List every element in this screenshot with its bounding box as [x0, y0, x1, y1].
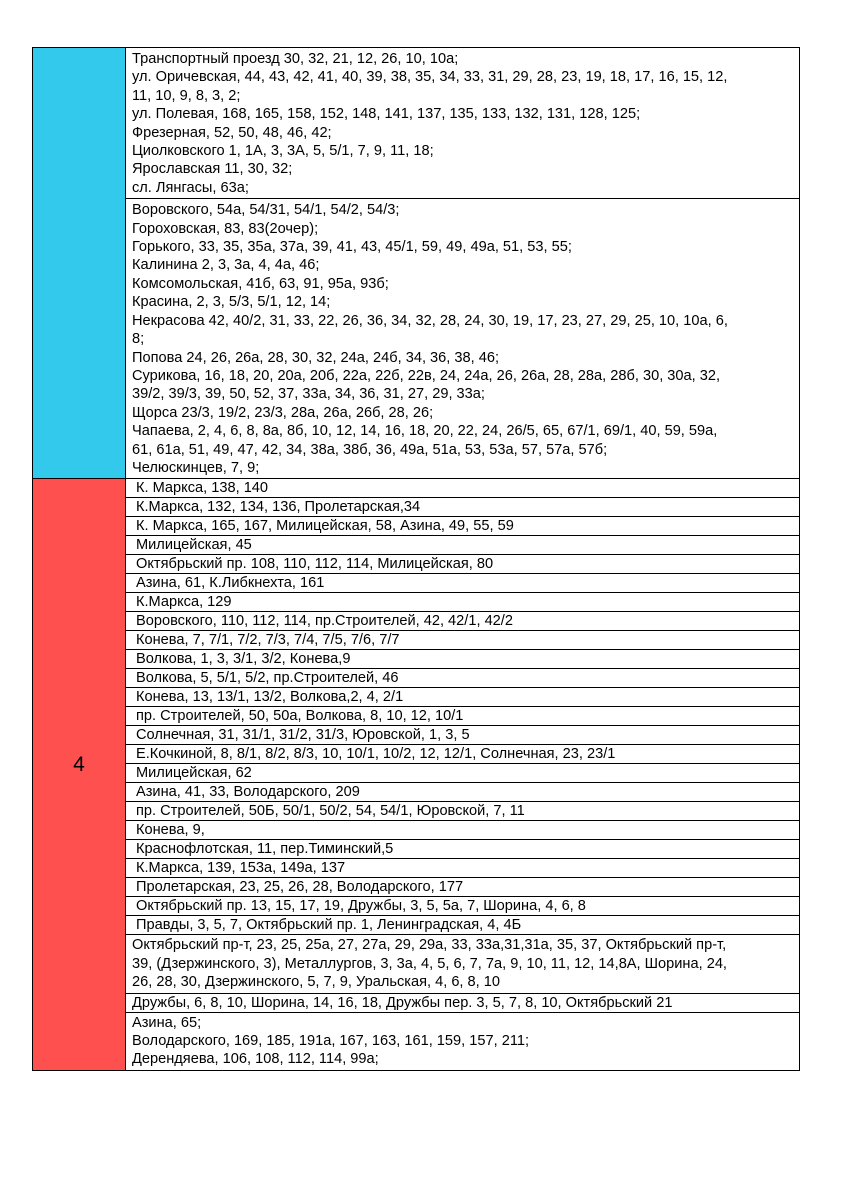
address-line: Калинина 2, 3, 3а, 4, 4а, 46;	[132, 257, 320, 274]
address-line: ул. Полевая, 168, 165, 158, 152, 148, 141, 137, 135, 133, 132, 131, 128, 125;	[132, 106, 641, 123]
table-row	[33, 479, 800, 498]
address-line: 11, 10, 9, 8, 3, 2;	[132, 87, 241, 104]
address-line: 8;	[132, 331, 145, 348]
group-number-cell	[33, 479, 126, 1070]
address-row: Пролетарская, 23, 25, 26, 28, Володарского, 177	[126, 878, 800, 897]
address-row: Конева, 9,	[126, 821, 800, 840]
table-row	[33, 1012, 800, 1070]
table-row	[33, 916, 800, 935]
address-row: К. Маркса, 138, 140	[126, 479, 800, 498]
address-row: К.Маркса, 139, 153а, 149а, 137	[126, 859, 800, 878]
address-line: Дерендяева, 106, 108, 112, 114, 99а;	[132, 1051, 379, 1068]
table-row	[33, 726, 800, 745]
address-row: пр. Строителей, 50, 50а, Волкова, 8, 10, 12, 10/1	[126, 707, 800, 726]
address-line: Сурикова, 16, 18, 20, 20а, 20б, 22а, 22б, 22в, 24, 24а, 26, 26а, 28, 28а, 28б, 30, 30а, 32,	[132, 367, 721, 384]
address-row: Дружбы, 6, 8, 10, Шорина, 14, 16, 18, Дружбы пер. 3, 5, 7, 8, 10, Октябрьский 21	[126, 993, 800, 1012]
address-line: сл. Лянгасы, 63а;	[132, 179, 249, 196]
upper-side-cell	[33, 48, 126, 479]
address-row: Октябрьский пр. 13, 15, 17, 19, Дружбы, 3, 5, 5а, 7, Шорина, 4, 6, 8	[126, 897, 800, 916]
address-line: Азина, 65;	[132, 1014, 202, 1031]
address-row: Воровского, 110, 112, 114, пр.Строителей, 42, 42/1, 42/2	[126, 612, 800, 631]
upper-group-2	[126, 199, 800, 479]
address-row: Конева, 7, 7/1, 7/2, 7/3, 7/4, 7/5, 7/6, 7/7	[126, 631, 800, 650]
table-row	[33, 745, 800, 764]
address-line: Красина, 2, 3, 5/3, 5/1, 12, 14;	[132, 294, 331, 311]
address-line: Комсомольская, 41б, 63, 91, 95а, 93б;	[132, 275, 389, 292]
address-line: Челюскинцев, 7, 9;	[132, 459, 260, 476]
table-row	[33, 631, 800, 650]
address-row: Азина, 41, 33, Володарского, 209	[126, 783, 800, 802]
table-row	[33, 650, 800, 669]
address-line: Некрасова 42, 40/2, 31, 33, 22, 26, 36, 34, 32, 28, 24, 30, 19, 17, 23, 27, 29, 25, 10, 10а, 6,	[132, 312, 728, 329]
address-line: Воровского, 54а, 54/31, 54/1, 54/2, 54/3;	[132, 202, 400, 219]
address-row: К.Маркса, 129	[126, 593, 800, 612]
table-row	[33, 802, 800, 821]
table-row	[33, 517, 800, 536]
upper-row-1	[33, 48, 800, 199]
address-row: Волкова, 1, 3, 3/1, 3/2, Конева,9	[126, 650, 800, 669]
address-line: Транспортный проезд 30, 32, 21, 12, 26, 10, 10а;	[132, 51, 459, 67]
table-row	[33, 669, 800, 688]
group-number: 4	[73, 752, 85, 776]
upper-row-2	[33, 199, 800, 479]
address-line: Фрезерная, 52, 50, 48, 46, 42;	[132, 124, 332, 141]
address-line: Щорса 23/3, 19/2, 23/3, 28а, 26а, 26б, 28, 26;	[132, 404, 434, 421]
table-row	[33, 707, 800, 726]
table-row	[33, 897, 800, 916]
address-line: 26, 28, 30, Дзержинского, 5, 7, 9, Уральская, 4, 6, 8, 10	[132, 974, 501, 991]
address-line: Попова 24, 26, 26а, 28, 30, 32, 24а, 24б, 34, 36, 38, 46;	[132, 349, 500, 366]
table-row	[33, 878, 800, 897]
table-row	[33, 935, 800, 993]
address-row: Краснофлотская, 11, пер.Тиминский,5	[126, 840, 800, 859]
address-line: 61, 61а, 51, 49, 47, 42, 34, 38а, 38б, 36, 49а, 51а, 53, 53а, 57, 57а, 57б;	[132, 441, 608, 458]
address-line: Октябрьский пр-т, 23, 25, 25а, 27, 27а, 29, 29а, 33, 33а,31,31а, 35, 37, Октябрьский пр-т,	[132, 937, 727, 954]
address-line: Володарского, 169, 185, 191а, 167, 163, 161, 159, 157, 211;	[132, 1032, 530, 1049]
address-line: Чапаева, 2, 4, 6, 8, 8а, 8б, 10, 12, 14, 16, 18, 20, 22, 24, 26/5, 65, 67/1, 69/1, 40, 59, 59а,	[132, 423, 718, 440]
address-row: Милицейская, 45	[126, 536, 800, 555]
table-row	[33, 612, 800, 631]
address-multiline-row	[126, 935, 800, 993]
table-row	[33, 498, 800, 517]
address-line: Гороховская, 83, 83(2очер);	[132, 220, 319, 237]
table-row	[33, 574, 800, 593]
table-row	[33, 593, 800, 612]
table-row	[33, 555, 800, 574]
address-row: Правды, 3, 5, 7, Октябрьский пр. 1, Ленинградская, 4, 4Б	[126, 916, 800, 935]
address-row: Конева, 13, 13/1, 13/2, Волкова,2, 4, 2/1	[126, 688, 800, 707]
table-row	[33, 993, 800, 1012]
table-row	[33, 783, 800, 802]
address-line: Ярославская 11, 30, 32;	[132, 161, 293, 178]
table-row	[33, 688, 800, 707]
table-row	[33, 840, 800, 859]
address-row: Е.Кочкиной, 8, 8/1, 8/2, 8/3, 10, 10/1, 10/2, 12, 12/1, Солнечная, 23, 23/1	[126, 745, 800, 764]
address-line: 39, (Дзержинского, 3), Металлургов, 3, 3а, 4, 5, 6, 7, 7а, 9, 10, 11, 12, 14,8А, Шорина, 24,	[132, 955, 727, 972]
address-row: К.Маркса, 132, 134, 136, Пролетарская,34	[126, 498, 800, 517]
address-row: Солнечная, 31, 31/1, 31/2, 31/3, Юровской, 1, 3, 5	[126, 726, 800, 745]
address-row: Октябрьский пр. 108, 110, 112, 114, Милицейская, 80	[126, 555, 800, 574]
address-last-group	[126, 1012, 800, 1070]
upper-group-1	[126, 48, 800, 199]
address-line: Циолковского 1, 1А, 3, 3А, 5, 5/1, 7, 9, 11, 18;	[132, 143, 434, 160]
address-table	[32, 47, 800, 1071]
table-row	[33, 859, 800, 878]
address-row: пр. Строителей, 50Б, 50/1, 50/2, 54, 54/1, Юровской, 7, 11	[126, 802, 800, 821]
address-row: К. Маркса, 165, 167, Милицейская, 58, Азина, 49, 55, 59	[126, 517, 800, 536]
table-row	[33, 821, 800, 840]
address-line: 39/2, 39/3, 39, 50, 52, 37, 33а, 34, 36, 31, 27, 29, 33а;	[132, 386, 485, 403]
address-row: Азина, 61, К.Либкнехта, 161	[126, 574, 800, 593]
table-row	[33, 536, 800, 555]
address-line: Горького, 33, 35, 35а, 37а, 39, 41, 43, 45/1, 59, 49, 49а, 51, 53, 55;	[132, 239, 572, 256]
address-row: Милицейская, 62	[126, 764, 800, 783]
address-line: ул. Оричевская, 44, 43, 42, 41, 40, 39, 38, 35, 34, 33, 31, 29, 28, 23, 19, 18, 17, 16, 15, 12,	[132, 69, 728, 86]
address-row: Волкова, 5, 5/1, 5/2, пр.Строителей, 46	[126, 669, 800, 688]
table-row	[33, 764, 800, 783]
